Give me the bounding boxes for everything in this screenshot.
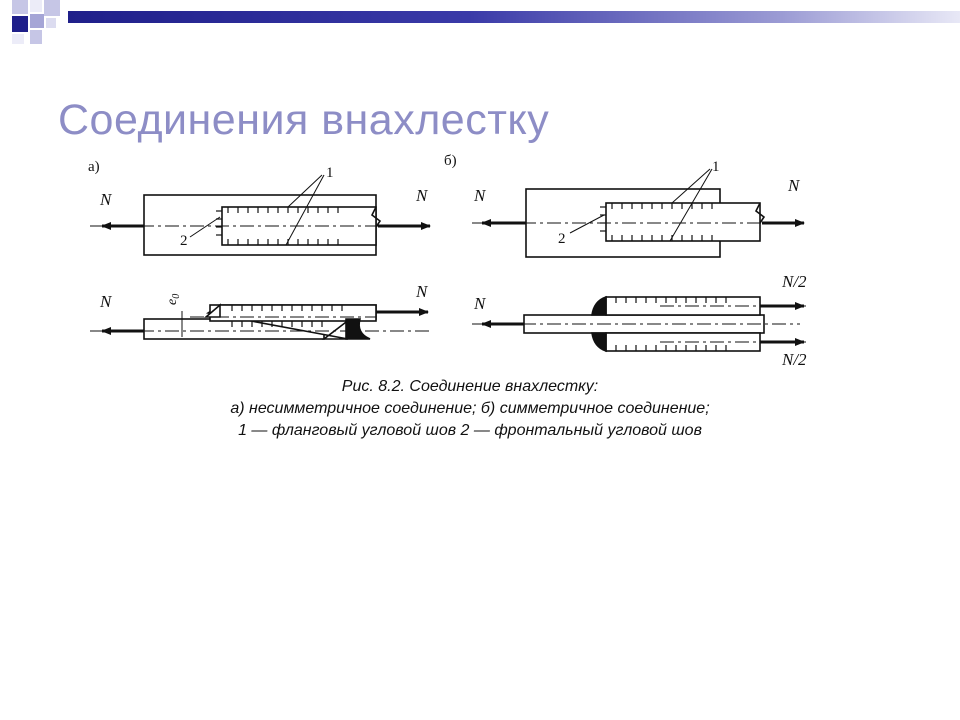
lap-joint-figure <box>60 145 860 385</box>
weld-label-1: 1 <box>326 165 334 181</box>
weld-label-2: 2 <box>180 233 188 249</box>
panel-a-label: а) <box>88 159 100 175</box>
panel-a-side-view <box>90 305 430 339</box>
weld-label-2: 2 <box>558 231 566 247</box>
caption-line-1: Рис. 8.2. Соединение внахлестку: <box>341 378 599 395</box>
caption-line-3: 1 — фланговый угловой шов 2 — фронтальный угловой шов <box>238 422 702 439</box>
panel-b-side-view <box>472 297 810 351</box>
half-force-label: N/2 <box>782 272 807 291</box>
weld-label-1: 1 <box>712 159 720 175</box>
caption-line-2: а) несимметричное соединение; б) симметричное соединение; <box>230 400 710 417</box>
half-force-label: N/2 <box>782 350 807 369</box>
force-label: N <box>416 186 428 205</box>
slide-title: Соединения внахлестку <box>58 96 550 144</box>
force-label: N <box>474 294 486 313</box>
eccentricity-label: $e_0$ <box>165 293 182 305</box>
panel-b-label: б) <box>444 153 457 169</box>
force-label: N <box>416 282 428 301</box>
header-accent-bar <box>68 11 960 23</box>
panel-b-top-view <box>472 169 804 257</box>
corner-decoration <box>0 0 120 60</box>
force-label: N <box>100 190 112 209</box>
force-label: N <box>788 176 800 195</box>
force-label: N <box>474 186 486 205</box>
force-label: N <box>100 292 112 311</box>
lap-joint-drawing <box>60 145 860 385</box>
figure-caption <box>150 376 790 442</box>
panel-a-top-view <box>90 175 430 255</box>
